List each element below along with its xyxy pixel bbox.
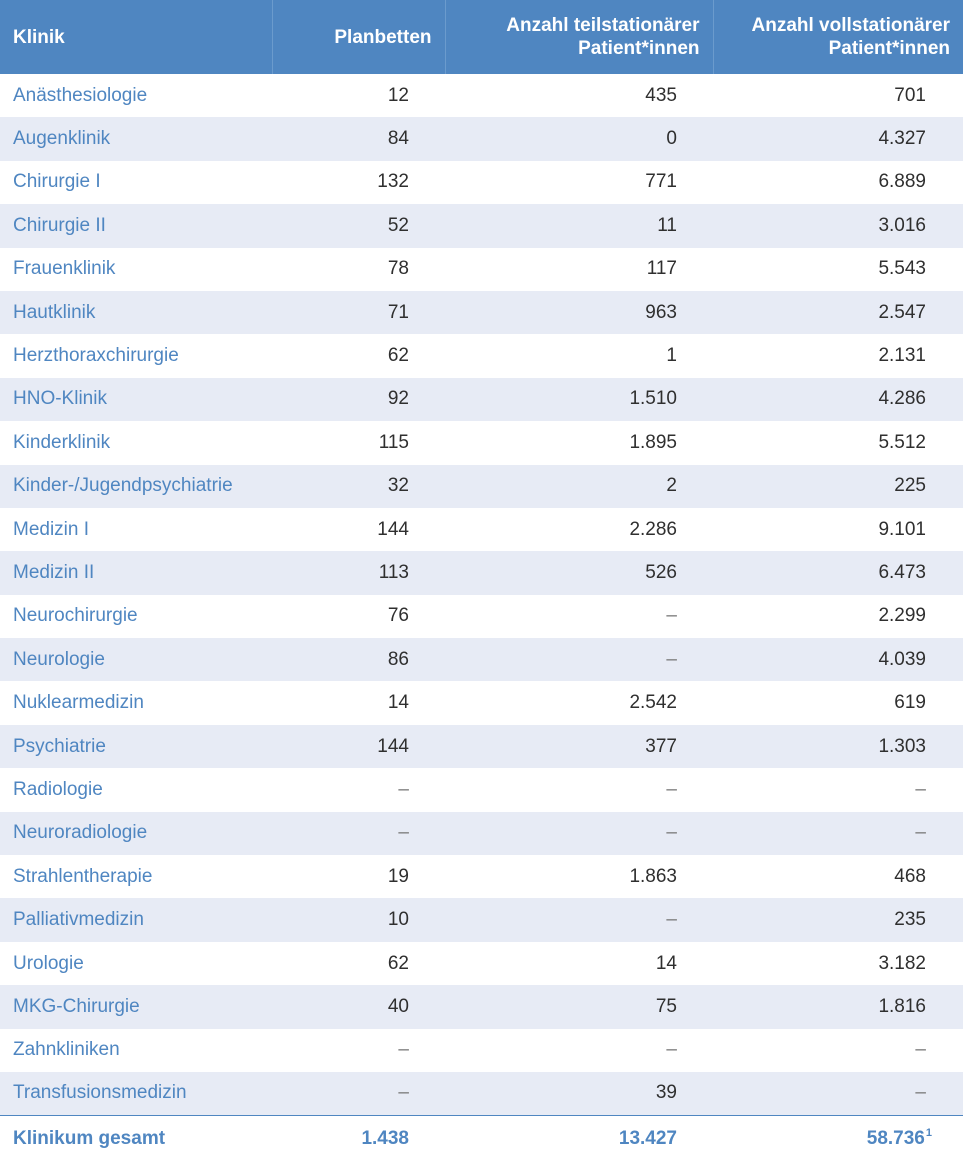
table-row (0, 378, 963, 421)
header-teilstationaer-line1: Anzahl teilstationärer (506, 15, 700, 36)
row-planbetten: 10 (387, 909, 409, 931)
row-klinik-name: HNO-Klinik (13, 388, 107, 410)
total-teilstationaer: 13.427 (445, 1115, 713, 1161)
table-row (0, 985, 963, 1028)
row-planbetten: – (398, 778, 409, 800)
row-teilstationaer: 11 (657, 214, 677, 236)
table-row (0, 204, 963, 247)
table-row (0, 638, 963, 681)
table-row (0, 1029, 963, 1072)
row-klinik-name: Kinderklinik (13, 431, 111, 453)
total-vollstationaer-value: 58.736 (866, 1128, 925, 1150)
row-planbetten: – (398, 1039, 409, 1061)
row-planbetten: 12 (387, 84, 409, 106)
row-planbetten: 113 (378, 561, 409, 583)
total-vollstationaer (713, 1115, 963, 1161)
table-row (0, 595, 963, 638)
row-klinik-name: Augenklinik (13, 128, 111, 150)
row-klinik-name: Herzthoraxchirurgie (13, 345, 179, 367)
row-klinik-name: Neurochirurgie (13, 605, 138, 627)
row-teilstationaer: – (666, 605, 677, 627)
row-vollstationaer: – (915, 778, 926, 800)
row-planbetten: 19 (387, 865, 409, 887)
row-teilstationaer: 963 (645, 301, 677, 323)
footnote-marker: 1 (925, 1127, 932, 1140)
row-vollstationaer: – (915, 1082, 926, 1104)
row-teilstationaer: – (666, 822, 677, 844)
row-teilstationaer: – (666, 648, 677, 670)
row-klinik-name: Medizin I (13, 518, 90, 540)
row-vollstationaer: 4.286 (878, 388, 926, 410)
table-row (0, 465, 963, 508)
row-klinik-name: Frauenklinik (13, 258, 116, 280)
row-vollstationaer: 6.473 (878, 561, 926, 583)
row-teilstationaer: 771 (645, 171, 677, 193)
header-vollstationaer-line2: Patient*innen (828, 38, 950, 59)
header-klinik: Klinik (13, 26, 65, 48)
row-vollstationaer: 9.101 (878, 518, 926, 540)
header-teilstationaer-line2: Patient*innen (578, 38, 700, 59)
table-row (0, 551, 963, 594)
table-row (0, 421, 963, 464)
row-klinik-name: Palliativmedizin (13, 909, 144, 931)
row-planbetten: – (398, 1082, 409, 1104)
header-planbetten: Planbetten (272, 0, 445, 74)
table-row (0, 898, 963, 941)
row-klinik-name: Anästhesiologie (13, 84, 148, 106)
row-planbetten: 40 (387, 995, 409, 1017)
row-teilstationaer: 1.510 (629, 388, 677, 410)
row-planbetten: 84 (387, 128, 409, 150)
row-planbetten: 32 (387, 475, 409, 497)
row-planbetten: 14 (387, 692, 409, 714)
row-vollstationaer: – (915, 822, 926, 844)
row-teilstationaer: 2.286 (629, 518, 677, 540)
table-footer (0, 1115, 963, 1161)
header-teilstationaer (445, 0, 713, 74)
row-klinik-name: Zahnkliniken (13, 1039, 120, 1061)
row-klinik-name: Nuklearmedizin (13, 692, 144, 714)
table-row (0, 725, 963, 768)
row-planbetten: 132 (377, 171, 409, 193)
row-planbetten: 92 (387, 388, 409, 410)
table-row (0, 508, 963, 551)
row-vollstationaer: 225 (894, 475, 926, 497)
table-row (0, 855, 963, 898)
table-row (0, 117, 963, 160)
row-klinik-name: Chirurgie I (13, 171, 101, 193)
row-teilstationaer: 1 (666, 345, 677, 367)
row-vollstationaer: 468 (894, 865, 926, 887)
row-vollstationaer: 235 (894, 909, 926, 931)
row-teilstationaer: 75 (655, 995, 677, 1017)
table-row (0, 334, 963, 377)
row-planbetten: 76 (387, 605, 409, 627)
total-label: Klinikum gesamt (0, 1115, 272, 1161)
row-klinik-name: Hautklinik (13, 301, 96, 323)
row-teilstationaer: 39 (655, 1082, 677, 1104)
row-klinik-name: Neuroradiologie (13, 822, 148, 844)
row-klinik-name: Neurologie (13, 648, 105, 670)
row-planbetten: – (398, 822, 409, 844)
row-klinik-name: Medizin II (13, 561, 95, 583)
row-planbetten: 144 (377, 518, 409, 540)
row-teilstationaer: 435 (645, 84, 677, 106)
row-teilstationaer: 2 (666, 475, 677, 497)
row-planbetten: 62 (387, 345, 409, 367)
row-teilstationaer: – (666, 1039, 677, 1061)
row-teilstationaer: – (666, 778, 677, 800)
row-vollstationaer: 3.016 (878, 214, 926, 236)
table-row (0, 74, 963, 117)
row-planbetten: 86 (387, 648, 409, 670)
row-teilstationaer: – (666, 909, 677, 931)
row-klinik-name: Strahlentherapie (13, 865, 153, 887)
row-klinik-name: Urologie (13, 952, 84, 974)
table-header (0, 0, 963, 74)
row-vollstationaer: 2.131 (878, 345, 926, 367)
row-klinik-name: Chirurgie II (13, 214, 106, 236)
total-planbetten: 1.438 (272, 1115, 445, 1161)
row-klinik-name: MKG-Chirurgie (13, 995, 140, 1017)
row-vollstationaer: 3.182 (878, 952, 926, 974)
row-vollstationaer: 1.303 (878, 735, 926, 757)
table-row (0, 681, 963, 724)
row-planbetten: 115 (378, 431, 409, 453)
row-vollstationaer: 5.512 (878, 431, 926, 453)
row-vollstationaer: – (915, 1039, 926, 1061)
table-row (0, 291, 963, 334)
row-planbetten: 78 (387, 258, 409, 280)
row-klinik-name: Kinder-/Jugendpsychiatrie (13, 475, 233, 497)
table-row (0, 768, 963, 811)
row-teilstationaer: 526 (645, 561, 677, 583)
row-vollstationaer: 5.543 (878, 258, 926, 280)
row-teilstationaer: 1.895 (629, 431, 677, 453)
row-teilstationaer: 377 (645, 735, 677, 757)
row-vollstationaer: 2.547 (878, 301, 926, 323)
row-vollstationaer: 2.299 (878, 605, 926, 627)
row-teilstationaer: 2.542 (629, 692, 677, 714)
row-vollstationaer: 1.816 (878, 995, 926, 1017)
row-vollstationaer: 6.889 (878, 171, 926, 193)
row-vollstationaer: 4.039 (878, 648, 926, 670)
row-planbetten: 62 (387, 952, 409, 974)
row-klinik-name: Transfusionsmedizin (13, 1082, 187, 1104)
row-planbetten: 144 (377, 735, 409, 757)
header-vollstationaer-line1: Anzahl vollstationärer (751, 15, 950, 36)
row-teilstationaer: 1.863 (629, 865, 677, 887)
header-vollstationaer (713, 0, 963, 74)
table-row (0, 1072, 963, 1115)
table-body (0, 74, 963, 1115)
row-teilstationaer: 117 (646, 258, 677, 280)
row-teilstationaer: 0 (666, 128, 677, 150)
table-row (0, 812, 963, 855)
row-klinik-name: Radiologie (13, 778, 103, 800)
row-vollstationaer: 701 (894, 84, 926, 106)
row-teilstationaer: 14 (655, 952, 677, 974)
row-vollstationaer: 4.327 (878, 128, 926, 150)
table-row (0, 248, 963, 291)
header-row (0, 0, 963, 74)
table-row (0, 942, 963, 985)
row-planbetten: 52 (387, 214, 409, 236)
row-planbetten: 71 (387, 301, 409, 323)
row-vollstationaer: 619 (894, 692, 926, 714)
row-klinik-name: Psychiatrie (13, 735, 106, 757)
table-row (0, 161, 963, 204)
total-row (0, 1115, 963, 1161)
